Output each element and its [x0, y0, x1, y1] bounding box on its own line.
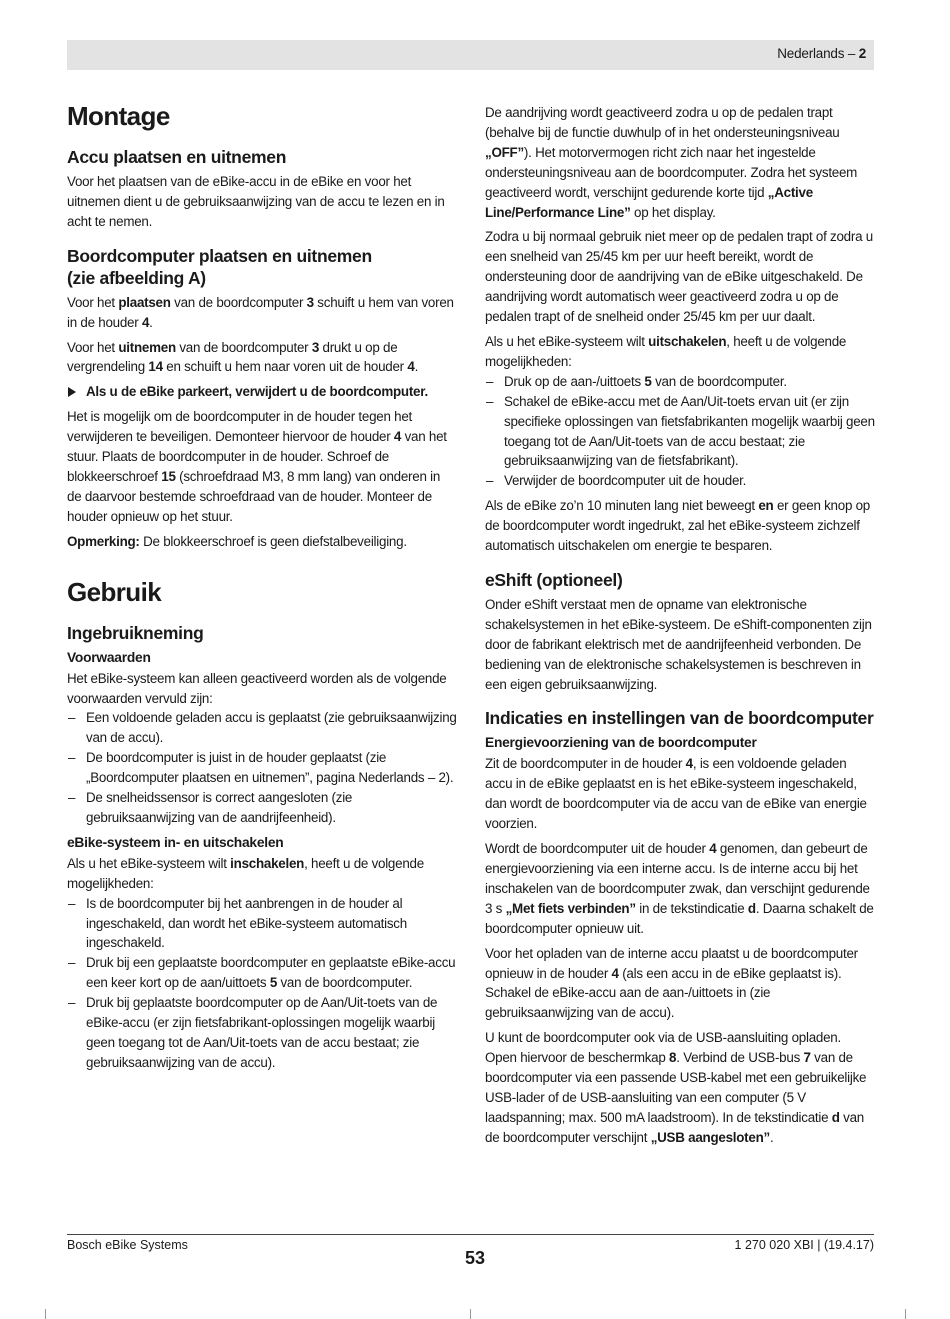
paragraph-uitnemen: Voor het uitnemen van de boordcomputer 3 drukt u op de vergrendeling 14 en schuift u hem naar voren uit de houder 4. — [67, 339, 419, 375]
footer-doc-code: 1 270 020 XBI | (19.4.17) — [734, 1238, 874, 1252]
paragraph-accu: Voor het plaatsen van de eBike-accu in de eBike en voor het uitnemen dient u de gebruiksaanwijzing van de accu te lezen en in acht te nemen. — [67, 174, 445, 229]
paragraph-uitschakelen: Als u het eBike-systeem wilt uitschakelen, heeft u de volgende mogelijkheden: — [485, 333, 847, 369]
paragraph-auto-uit: Als de eBike zo’n 10 minuten lang niet beweegt en er geen knop op de boordcomputer wordt ingedrukt, zal het eBike-systeem zichzelf automatisch uitschakelen om energie te besparen. — [485, 498, 871, 554]
instruction-note: Als u de eBike parkeert, verwijdert u de boordcomputer. — [67, 382, 457, 402]
triangle-bullet-icon — [68, 387, 76, 397]
paragraph-energie-2: Wordt de boordcomputer uit de houder 4 genomen, dan gebeurt de energievoorziening via een interne accu. Is de interne accu bij het inschakelen van de boordcomputer zwak, dan verschijnt gedurende 3 s „Met fiets verbinden” in de tekstindicatie d. Daarna schakelt de boordcomputer opnieuw uit. — [485, 841, 874, 936]
list-item: – De snelheidssensor is correct aangesloten (zie gebruiksaanwijzing van de aandrijfeenheid). — [68, 790, 353, 825]
list-item: – Druk bij geplaatste boordcomputer op de Aan/Uit-toets van de eBike-accu (er zijn fietsfabrikant-oplossingen mogelijk waarbij geen toegang tot de Aan/Uit-toets van de accu bestaat; zie gebruiksaanwijzing van de accu). — [68, 995, 438, 1070]
list-item: – Druk op de aan-/uittoets 5 van de boordcomputer. — [486, 373, 787, 389]
subheading-energievoorziening: Energievoorziening van de boordcomputer — [485, 735, 757, 751]
list-inschakelen — [67, 894, 457, 1073]
list-uitschakelen — [485, 372, 875, 491]
page-header-text: Nederlands – 2 — [777, 46, 866, 61]
left-column — [67, 100, 457, 1078]
list-item: – Schakel de eBike-accu met de Aan/Uit-toets ervan uit (er zijn specifieke oplossingen van fietsfabrikanten mogelijk waarbij geen toegang tot de Aan/Uit-toets van de accu bestaat; zie gebruiksaanwijzing van de fietsfabrikant). — [486, 393, 875, 469]
list-item: – Verwijder de boordcomputer uit de houder. — [486, 473, 747, 489]
right-column — [485, 103, 875, 1153]
heading-ingebruikneming: Ingebruikneming — [67, 622, 204, 643]
footer-publisher: Bosch eBike Systems — [67, 1238, 188, 1252]
footer-rule — [67, 1234, 874, 1235]
list-item: – Een voldoende geladen accu is geplaatst (zie gebruiksaanwijzing van de accu). — [68, 710, 457, 746]
crop-mark — [45, 1309, 46, 1319]
subheading-voorwaarden: Voorwaarden — [67, 649, 151, 665]
heading-boordcomputer-plaatsen: Boordcomputer plaatsen en uitnemen (zie afbeelding A) — [67, 245, 372, 288]
paragraph-energie-1: Zit de boordcomputer in de houder 4, is een voldoende geladen accu in de eBike geplaatst en is het eBike-systeem ingeschakeld, dan wordt de boordcomputer via de accu van de eBike van energie voorzien. — [485, 756, 867, 832]
list-item: – De boordcomputer is juist in de houder geplaatst (zie „Boordcomputer plaatsen en uitnemen”, pagina Nederlands – 2). — [68, 750, 454, 786]
list-item: – Druk bij een geplaatste boordcomputer en geplaatste eBike-accu een keer kort op de aan/uittoets 5 van de boordcomputer. — [68, 955, 456, 991]
paragraph-inschakelen: Als u het eBike-systeem wilt inschakelen, heeft u de volgende mogelijkheden: — [67, 855, 424, 891]
crop-mark — [470, 1309, 471, 1319]
list-voorwaarden — [67, 708, 457, 827]
heading-accu-plaatsen: Accu plaatsen en uitnemen — [67, 147, 287, 167]
paragraph-aandrijving: De aandrijving wordt geactiveerd zodra u op de pedalen trapt (behalve bij de functie duwhulp of in het ondersteuningsniveau „OFF”). Het motorvermogen richt zich naar het ingestelde ondersteuningsniveau aan de boordcomputer. Zodra het systeem geactiveerd wordt, verschijnt gedurende korte tijd „Active Line/Performance Line” op het display. — [485, 105, 858, 220]
paragraph-eshift: Onder eShift verstaat men de opname van elektronische schakelsystemen in het eBike-systeem. De eShift-componenten zijn door de fabrikant elektrisch met de aandrijfeenheid verbonden. De bediening van de elektronische schakelsystemen is beschreven in een eigen gebruiksaanwijzing. — [485, 596, 872, 692]
page-number: 53 — [464, 1248, 486, 1268]
paragraph-energie-3: Voor het opladen van de interne accu plaatst u de boordcomputer opnieuw in de houder 4 (als een accu in de eBike geplaatst is). Schakel de eBike-accu aan de aan-/uittoets in (zie gebruiksaanwijzing van de accu). — [485, 945, 858, 1021]
paragraph-voorwaarden: Het eBike-systeem kan alleen geactiveerd worden als de volgende voorwaarden vervuld zijn: — [67, 670, 447, 706]
paragraph-beveiligen: Het is mogelijk om de boordcomputer in de houder tegen het verwijderen te beveiligen. Demonteer hiervoor de houder 4 van het stuur. Plaats de boordcomputer in de houder. Schroef de blokkeerschroef 15 (schroefdraad M3, 8 mm lang) van onderen in de daarvoor bestemde schroefdraad van de houder. Monteer de houder opnieuw op het stuur. — [67, 409, 447, 524]
paragraph-usb: U kunt de boordcomputer ook via de USB-aansluiting opladen. Open hiervoor de beschermkap 8. Verbind de USB-bus 7 van de boordcomputer via een passende USB-kabel met een gebruikelijke USB-lader of de USB-aansluiting van een computer (5 V laadspanning; max. 500 mA laadstroom). In de tekstindicatie d van de boordcomputer verschijnt „USB aangesloten”. — [485, 1030, 867, 1145]
paragraph-ondersteuning: Zodra u bij normaal gebruik niet meer op de pedalen trapt of zodra u een snelheid van 25/45 km per uur heeft bereikt, wordt de ondersteuning door de aandrijving van de eBike uitgeschakeld. De aandrijving wordt automatisch weer geactiveerd zodra u op de pedalen trapt of de snelheid onder 25/45 km per uur daalt. — [485, 229, 873, 325]
heading-eshift: eShift (optioneel) — [485, 569, 623, 590]
crop-mark — [905, 1309, 906, 1319]
heading-gebruik: Gebruik — [67, 576, 162, 607]
subheading-in-uitschakelen: eBike-systeem in- en uitschakelen — [67, 834, 284, 850]
heading-montage: Montage — [67, 101, 170, 131]
heading-indicaties: Indicaties en instellingen van de boordcomputer — [485, 708, 874, 729]
list-item: – Is de boordcomputer bij het aanbrengen in de houder al ingeschakeld, dan wordt het eBike-systeem automatisch ingeschakeld. — [68, 895, 407, 951]
page-header-bar — [67, 40, 874, 70]
paragraph-opmerking: Opmerking: De blokkeerschroef is geen diefstalbeveiliging. — [67, 533, 407, 549]
paragraph-plaatsen: Voor het plaatsen van de boordcomputer 3 schuift u hem van voren in de houder 4. — [67, 294, 454, 330]
